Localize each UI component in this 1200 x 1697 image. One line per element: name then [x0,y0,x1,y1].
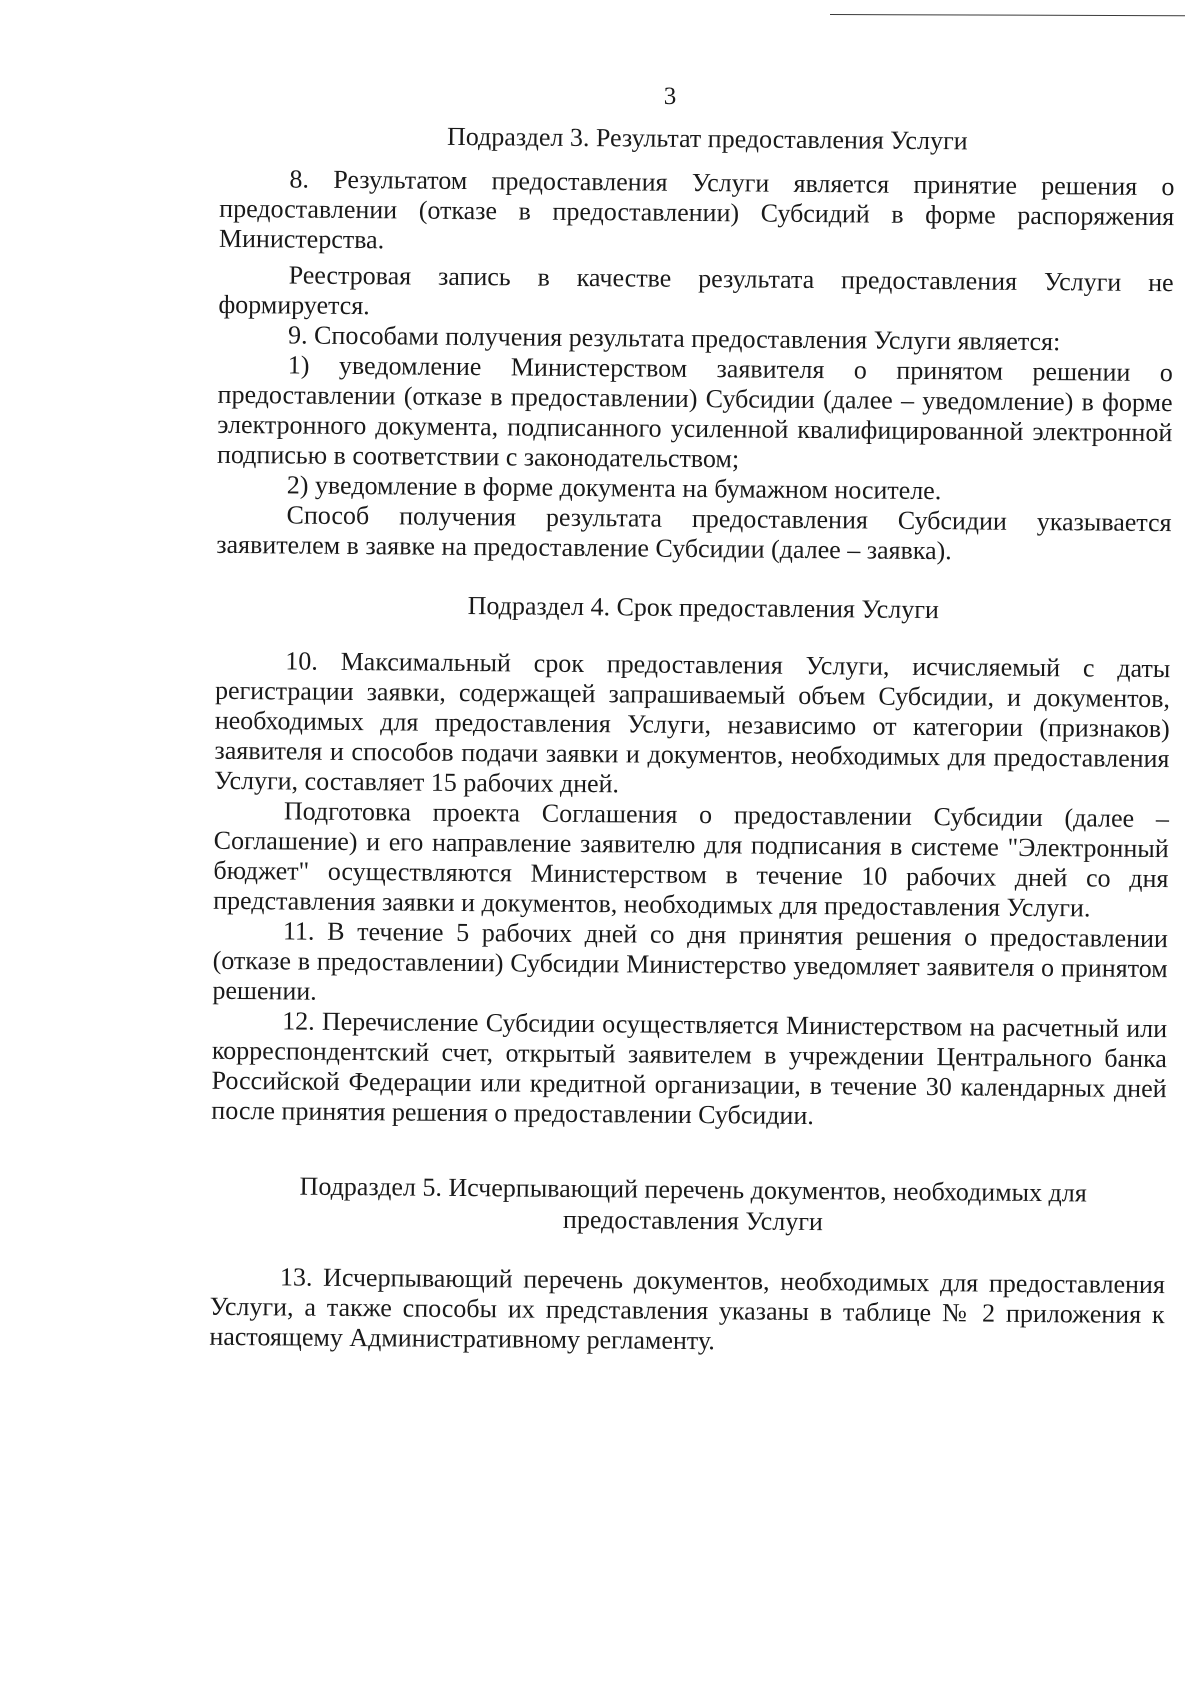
page-number: 3 [663,83,677,110]
paragraph-11: 11. В течение 5 рабочих дней со дня принятия решения о предоставлении (отказе в предоставлении) Субсидии Министерство уведомляет заявителя о принятом решении. [212,916,1169,1006]
document-body [209,119,1175,1360]
subsection-3 [216,119,1175,568]
paragraph-9: 9. Способами получения результата предоставления Услуги является: [288,320,1061,357]
paragraph-registry-record: Реестровая запись в качестве результата предоставления Услуги не формируется. [218,260,1174,321]
paragraph-10: 10. Максимальный срок предоставления Услуги, исчисляемый с даты регистрации заявки, содержащей запрашиваемый объем Субсидии, и документов, необходимых для предоставления Услуги, независимо от категории (признаков) заявителя и способов подачи заявки и документов, необходимых для предоставления Услуги, составляет 15 рабочих дней. [214,646,1171,799]
paragraph-8: 8. Результатом предоставления Услуги является принятие решения о предоставлении (отказе в предоставлении) Субсидий в форме распоряжения Министерства. [218,164,1175,255]
paragraph-13: 13. Исчерпывающий перечень документов, необходимых для предоставления Услуги, а также способы их представления указаны в таблице № 2 приложения к настоящему Административному регламенту. [209,1262,1166,1356]
paragraph-12: 12. Перечисление Субсидии осуществляется Министерством на расчетный или корреспондентский счет, открытый заявителем в учреждении Центрального банка Российской Федерации или кредитной организации, в течение 30 календарных дней после принятия решения о предоставлении Субсидии. [211,1006,1168,1131]
subsection-5-heading-line-1: Подраздел 5. Исчерпывающий перечень документов, необходимых для [299,1171,1087,1208]
subsection-3-heading: Подраздел 3. Результат предоставления Услуги [446,121,968,156]
top-rule [830,14,1185,16]
subsection-5 [209,1170,1166,1360]
subsection-5-heading [210,1170,1166,1240]
subsection-4-heading: Подраздел 4. Срок предоставления Услуги [467,591,939,625]
paragraph-result-method: Способ получения результата предоставления Субсидии указывается заявителем в заявке на предоставление Субсидии (далее – заявка). [216,500,1172,566]
subsection-4 [211,588,1171,1134]
subsection-5-heading-line-2: предоставления Услуги [562,1204,823,1237]
paragraph-agreement: Подготовка проекта Соглашения о предоставлении Субсидии (далее – Соглашение) и его направление заявителю для подписания в системе "Электронный бюджет" осуществляются Министерством в течение 10 рабочих дней со дня представления заявки и документов, необходимых для предоставления Услуги. [213,796,1170,923]
paragraph-9-item-1: 1) уведомление Министерством заявителя о принятом решении о предоставлении (отказе в предоставлении) Субсидии (далее – уведомление) в форме электронного документа, подписанного усиленной квалифицированной электронной подписью в соответствии с законодательством; [216,350,1173,474]
paragraph-9-item-2: 2) уведомление в форме документа на бумажном носителе. [286,470,942,506]
